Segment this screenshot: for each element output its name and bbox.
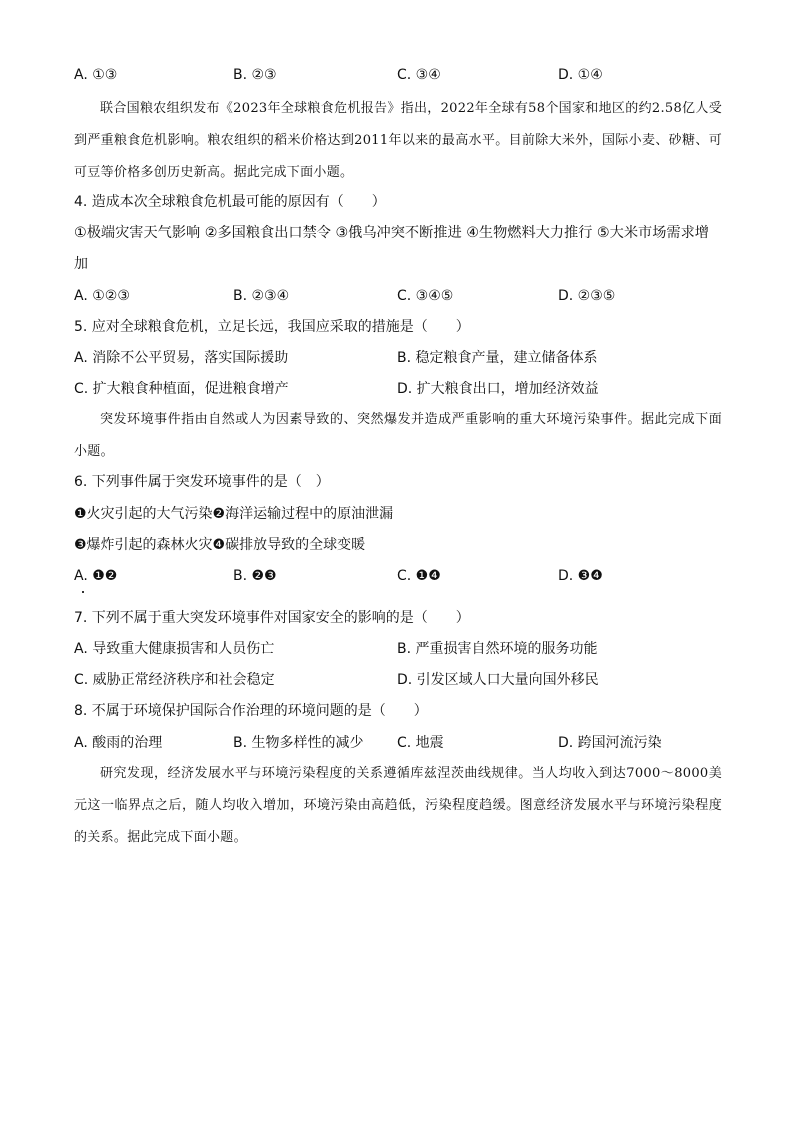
q8-stem: 8. 不属于环境保护国际合作治理的环境问题的是（ ） — [74, 703, 428, 719]
q5-option-d: D. 扩大粮食出口，增加经济效益 — [397, 381, 599, 397]
q7-option-b: B. 严重损害自然环境的服务功能 — [397, 641, 598, 657]
q7-option-d: D. 引发区域人口大量向国外移民 — [397, 672, 599, 688]
q4-option-a: A. ①②③ — [74, 288, 130, 304]
q6-items-line1: ❶火灾引起的大气污染❷海洋运输过程中的原油泄漏 — [74, 506, 394, 522]
passage-kuznets-curve: 研究发现，经济发展水平与环境污染程度的关系遵循库兹涅茨曲线规律。当人均收入到达7000～8000美元这一临界点之后，随人均收入增加，环境污染由高趋低，污染程度趋缓。图意经济发展水平与环境污染程度的关系。据此完成下面小题。 — [74, 766, 722, 845]
q6-option-c: C. ❶❹ — [397, 568, 441, 584]
q3-option-a: A. ①③ — [74, 67, 118, 83]
q8-option-d: D. 跨国河流污染 — [558, 735, 662, 751]
q5-stem: 5. 应对全球粮食危机，立足长远，我国应采取的措施是（ ） — [74, 319, 470, 335]
q3-option-c: C. ③④ — [397, 67, 441, 83]
q7-option-c: C. 威胁正常经济秩序和社会稳定 — [74, 672, 275, 688]
q3-option-d: D. ①④ — [558, 67, 603, 83]
q6-stem: 6. 下列事件属于突发环境事件的是（ ） — [74, 474, 330, 490]
q4-stem: 4. 造成本次全球粮食危机最可能的原因有（ ） — [74, 194, 386, 210]
stray-dot-mark — [82, 591, 84, 593]
q6-option-a: A. ❶❷ — [74, 568, 118, 584]
q5-option-c: C. 扩大粮食种植面，促进粮食增产 — [74, 381, 289, 397]
q5-option-a: A. 消除不公平贸易，落实国际援助 — [74, 350, 289, 366]
q6-option-d: D. ❸❹ — [558, 568, 603, 584]
q4-option-b: B. ②③④ — [233, 288, 290, 304]
passage-food-crisis: 联合国粮农组织发布《2023年全球粮食危机报告》指出，2022年全球有58个国家和地区的约2.58亿人受到严重粮食危机影响。粮农组织的稻米价格达到2011年以来的最高水平。目前除大米外，国际小麦、砂糖、可可豆等价格多创历史新高。据此完成下面小题。 — [74, 101, 722, 180]
q7-stem: 7. 下列不属于重大突发环境事件对国家安全的影响的是（ ） — [74, 610, 470, 626]
q7-option-a: A. 导致重大健康损害和人员伤亡 — [74, 641, 275, 657]
q8-option-a: A. 酸雨的治理 — [74, 735, 163, 751]
q4-items-line2: 加 — [74, 256, 88, 272]
q4-option-d: D. ②③⑤ — [558, 288, 616, 304]
q5-option-b: B. 稳定粮食产量，建立储备体系 — [397, 350, 598, 366]
q8-option-c: C. 地震 — [397, 735, 444, 751]
q6-items-line2: ❸爆炸引起的森林火灾❹碳排放导致的全球变暖 — [74, 537, 366, 553]
passage-environment-events: 突发环境事件指由自然或人为因素导致的、突然爆发并造成严重影响的重大环境污染事件。据此完成下面小题。 — [74, 412, 722, 459]
q3-option-b: B. ②③ — [233, 67, 277, 83]
q6-option-b: B. ❷❸ — [233, 568, 277, 584]
q8-option-b: B. 生物多样性的减少 — [233, 735, 364, 751]
q4-option-c: C. ③④⑤ — [397, 288, 454, 304]
q4-items-line1: ①极端灾害天气影响 ②多国粮食出口禁令 ③俄乌冲突不断推进 ④生物燃料大力推行 ⑤大米市场需求增 — [74, 225, 709, 241]
